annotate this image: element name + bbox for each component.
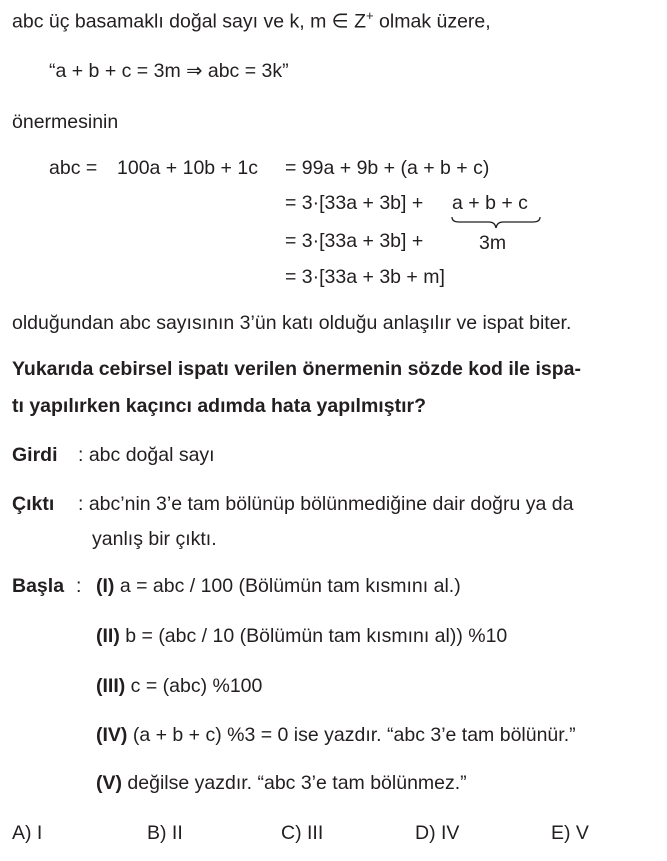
derivation-lhs: abc = xyxy=(49,157,98,179)
derivation-row1-a: 100a + 10b + 1c xyxy=(117,157,258,179)
derivation-row2-b: a + b + c xyxy=(452,192,528,214)
option-e[interactable]: E) V xyxy=(551,822,589,844)
output-text-2: yanlış bir çıktı. xyxy=(92,528,217,550)
derivation-row3-b: 3m xyxy=(479,232,507,254)
underbrace-icon xyxy=(451,216,541,230)
intro-line: abc üç basamaklı doğal sayı ve k, m ∈ Z+ olmak üzere, xyxy=(12,8,491,33)
input-label: Girdi xyxy=(12,444,58,466)
step-5: (V) değilse yazdır. “abc 3’e tam bölünmez.” xyxy=(96,772,467,794)
derivation-row1-b: = 99a + 9b + (a + b + c) xyxy=(285,157,490,179)
superscript-plus: + xyxy=(366,8,374,23)
option-a[interactable]: A) I xyxy=(12,822,43,844)
start-label: Başla xyxy=(12,575,65,597)
derivation-row3-a: = 3·[33a + 3b] + xyxy=(285,230,424,252)
step-4: (IV) (a + b + c) %3 = 0 ise yazdır. “abc 3’e tam bölünür.” xyxy=(96,724,576,746)
proposition: “a + b + c = 3m ⇒ abc = 3k” xyxy=(49,60,289,82)
step-3: (III) c = (abc) %100 xyxy=(96,675,263,697)
conclusion: olduğundan abc sayısının 3’ün katı olduğu anlaşılır ve ispat biter. xyxy=(12,312,572,334)
option-d[interactable]: D) IV xyxy=(415,822,460,844)
derivation-row2-a: = 3·[33a + 3b] + xyxy=(285,192,424,214)
option-c[interactable]: C) III xyxy=(281,822,324,844)
option-b[interactable]: B) II xyxy=(147,822,183,844)
input-text: : abc doğal sayı xyxy=(78,444,215,466)
output-text-1: : abc’nin 3’e tam bölünüp bölünmediğine dair doğru ya da xyxy=(78,493,574,515)
derivation-row4: = 3·[33a + 3b + m] xyxy=(285,266,445,288)
question-line-1: Yukarıda cebirsel ispatı verilen önermenin sözde kod ile ispa- xyxy=(12,358,581,380)
step-2: (II) b = (abc / 10 (Bölümün tam kısmını al)) %10 xyxy=(96,625,508,647)
step-1: (I) a = abc / 100 (Bölümün tam kısmını al.) xyxy=(96,575,461,597)
intro-line-3: önermesinin xyxy=(12,111,119,133)
output-label: Çıktı xyxy=(12,493,55,515)
start-colon: : xyxy=(76,575,82,597)
question-line-2: tı yapılırken kaçıncı adımda hata yapılmıştır? xyxy=(12,395,426,417)
